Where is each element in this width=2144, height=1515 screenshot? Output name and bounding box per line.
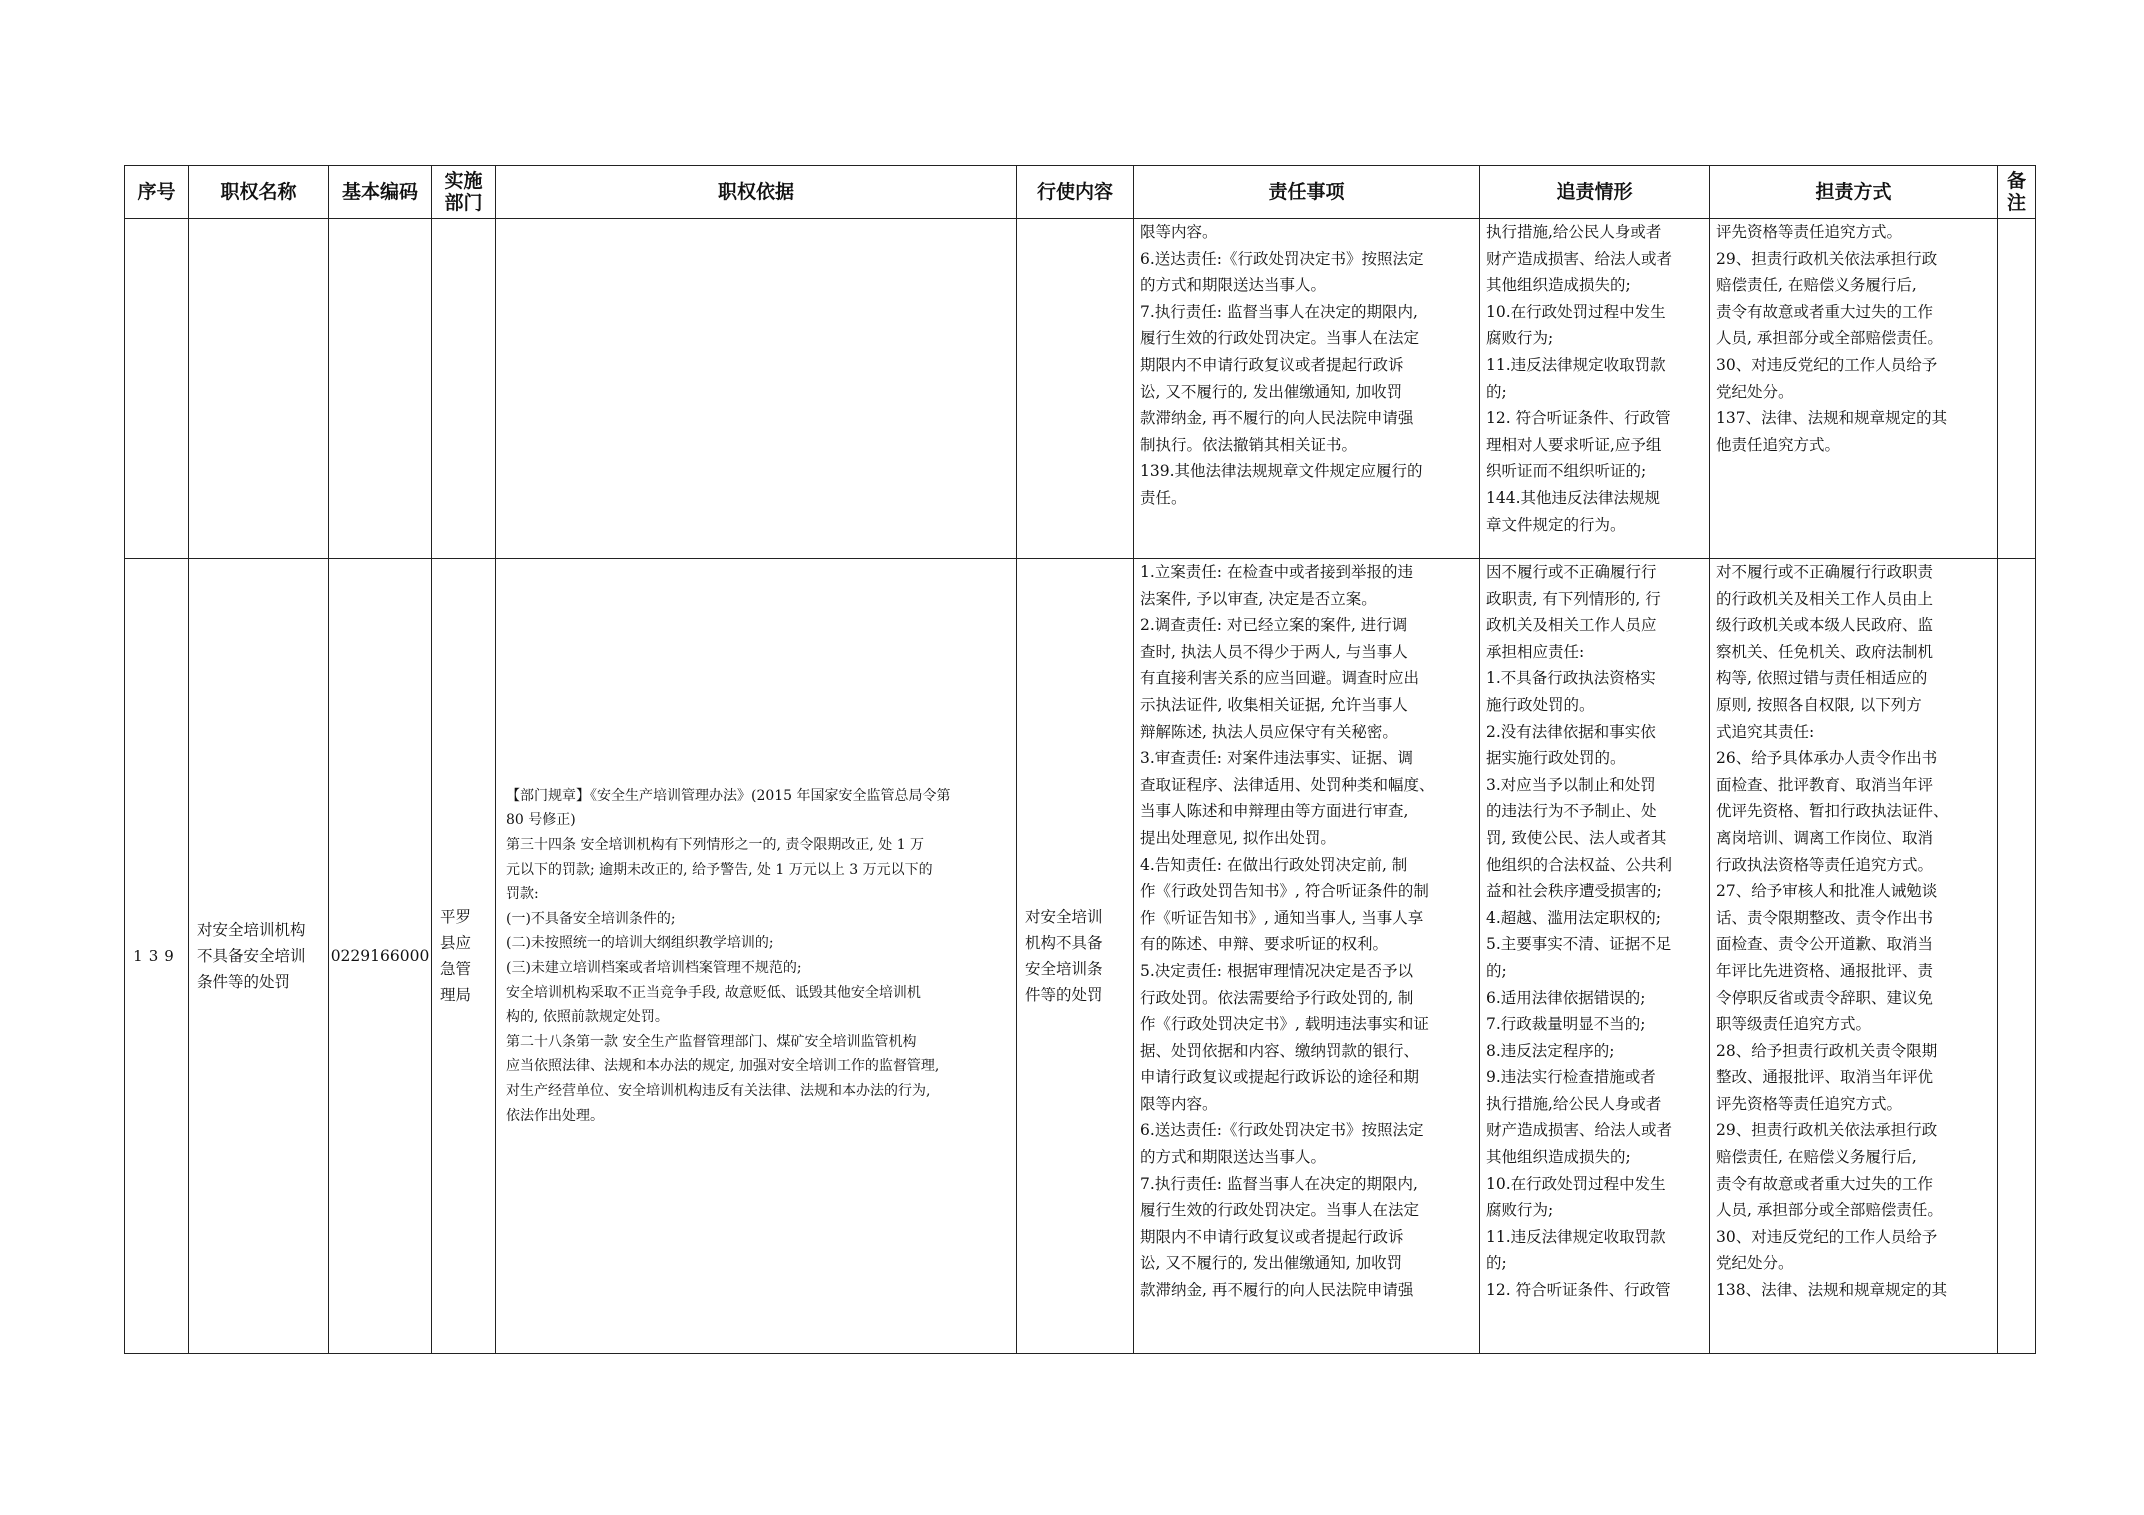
row2-method-line: 面检查、批评教育、取消当年评 [1716, 775, 1934, 794]
row2-method-line: 优评先资格、暂扣行政执法证件、 [1716, 802, 1949, 821]
row2-basis-line: 安全培训机构采取不正当竞争手段, 故意贬低、诋毁其他安全培训机 [506, 984, 921, 1001]
row2-duty-line: 申请行政复议或提起行政诉讼的途径和期 [1140, 1068, 1420, 1087]
row1-dept [432, 219, 496, 559]
row2-acc-line: 政职责, 有下列情形的, 行 [1486, 589, 1661, 608]
row2-duty-line: 1.立案责任: 在检查中或者接到举报的违 [1140, 563, 1413, 581]
row2-method-line: 级行政机关或本级人民政府、监 [1716, 616, 1934, 635]
row2-acc-line: 他组织的合法权益、公共利 [1486, 855, 1673, 874]
row2-note [1998, 559, 2036, 1354]
row1-duty-line: 履行生效的行政处罚决定。当事人在法定 [1140, 329, 1420, 348]
row2-method-line: 29、担责行政机关依法承担行政 [1716, 1121, 1938, 1140]
header-dept-line2: 部门 [444, 192, 483, 214]
row1-method-line: 30、对违反党纪的工作人员给予 [1716, 355, 1938, 374]
row2-method-line: 评先资格等责任追究方式。 [1716, 1094, 1903, 1113]
row1-method-line: 137、法律、法规和规章规定的其 [1716, 409, 1948, 428]
row2-basis-line: 第三十四条 安全培训机构有下列情形之一的, 责令限期改正, 处 1 万 [506, 837, 925, 854]
row2-name [189, 559, 329, 1354]
header-dept-line1: 实施 [444, 170, 483, 192]
row2-method-line: 察机关、任免机关、政府法制机 [1716, 642, 1934, 661]
row2-duty-line: 4.告知责任: 在做出行政处罚决定前, 制 [1140, 855, 1408, 874]
row2-duty-line: 2.调查责任: 对已经立案的案件, 进行调 [1140, 616, 1408, 635]
row2-accountability [1480, 559, 1710, 1354]
row2-acc-line: 9.违法实行检查措施或者 [1486, 1068, 1656, 1087]
row2-method-line: 话、责令限期整改、责令作出书 [1716, 908, 1934, 927]
row2-duty-line: 提出处理意见, 拟作出处罚。 [1140, 828, 1336, 847]
row2-acc-line: 8.违反法定程序的; [1486, 1041, 1615, 1060]
row2-method-line: 138、法律、法规和规章规定的其 [1716, 1281, 1948, 1300]
header-code: 基本编码 [329, 166, 432, 219]
row1-method-line: 29、担责行政机关依法承担行政 [1716, 249, 1938, 268]
row1-acc-line: 12. 符合听证条件、行政管 [1486, 409, 1671, 428]
row2-acc-line: 据实施行政处罚的。 [1486, 749, 1626, 768]
row2-method-line: 赔偿责任, 在赔偿义务履行后, [1716, 1148, 1917, 1167]
row2-acc-line: 腐败行为; [1486, 1201, 1554, 1220]
row1-acc-line: 其他组织造成损失的; [1486, 276, 1631, 295]
row2-method-line: 26、给予具体承办人责令作出书 [1716, 749, 1938, 768]
row1-duty-line: 责任。 [1140, 488, 1187, 507]
row2-code-text: 0229166000 [330, 947, 430, 965]
row1-duty-line: 期限内不申请行政复议或者提起行政诉 [1140, 355, 1404, 374]
row1-acc-line: 10.在行政处罚过程中发生 [1486, 302, 1666, 321]
row2-method-line: 离岗培训、调离工作岗位、取消 [1716, 828, 1934, 847]
row2-name-line: 条件等的处罚 [197, 973, 291, 991]
row1-method-line: 赔偿责任, 在赔偿义务履行后, [1716, 276, 1917, 295]
row2-acc-line: 12. 符合听证条件、行政管 [1486, 1281, 1671, 1300]
row1-duty-line: 139.其他法律法规规章文件规定应履行的 [1140, 462, 1423, 481]
row1-acc-line: 章文件规定的行为。 [1486, 515, 1626, 534]
row2-acc-line: 承担相应责任: [1486, 642, 1585, 661]
row2-acc-line: 政机关及相关工作人员应 [1486, 616, 1657, 635]
header-accountability: 追责情形 [1480, 166, 1710, 219]
row2-duty-line: 作《行政处罚告知书》, 符合听证条件的制 [1140, 882, 1429, 901]
row2-acc-line: 施行政处罚的。 [1486, 695, 1595, 714]
row2-method-line: 面检查、责令公开道歉、取消当 [1716, 935, 1934, 954]
row2-content-line: 安全培训条 [1025, 960, 1103, 978]
row1-acc-line: 的; [1486, 382, 1507, 401]
header-content: 行使内容 [1017, 166, 1134, 219]
row1-duty-line: 限等内容。 [1140, 223, 1218, 241]
row2-duty-line: 有直接利害关系的应当回避。调查时应出 [1140, 669, 1420, 688]
row1-duty [1134, 219, 1480, 559]
header-dept [432, 166, 496, 219]
row2-basis [496, 559, 1017, 1354]
row1-method-line: 党纪处分。 [1716, 382, 1794, 401]
row2-duty-line: 作《行政处罚决定书》, 载明违法事实和证 [1140, 1015, 1429, 1034]
row2-dept-line: 理局 [440, 986, 472, 1004]
row1-name [189, 219, 329, 559]
row2-method-line: 党纪处分。 [1716, 1254, 1794, 1273]
row2-method-line: 28、给予担责行政机关责令限期 [1716, 1041, 1938, 1060]
table-row [125, 559, 2036, 1354]
row2-acc-line: 3.对应当予以制止和处罚 [1486, 775, 1656, 794]
row2-method-line: 令停职反省或责令辞职、建议免 [1716, 988, 1934, 1007]
row2-acc-line: 1.不具备行政执法资格实 [1486, 669, 1656, 688]
row2-basis-line: (二)未按照统一的培训大纲组织教学培训的; [506, 935, 774, 952]
row1-note [1998, 219, 2036, 559]
row2-acc-line: 罚, 致使公民、法人或者其 [1486, 828, 1667, 847]
row2-method [1710, 559, 1998, 1354]
header-note-line2: 注 [2006, 192, 2026, 214]
row2-duty-line: 5.决定责任: 根据审理情况决定是否予以 [1140, 961, 1413, 980]
row2-duty-line: 查取证程序、法律适用、处罚种类和幅度、 [1140, 775, 1435, 794]
row2-basis-line: (三)未建立培训档案或者培训档案管理不规范的; [506, 960, 802, 976]
row1-duty-line: 的方式和期限送达当事人。 [1140, 276, 1327, 295]
header-note [1998, 166, 2036, 219]
row1-acc-line: 11.违反法律规定收取罚款 [1486, 355, 1666, 374]
row2-method-line: 责令有故意或者重大过失的工作 [1716, 1174, 1934, 1193]
row1-acc-line: 144.其他违反法律法规规 [1486, 488, 1661, 507]
row2-acc-line: 7.行政裁量明显不当的; [1486, 1015, 1646, 1034]
header-method: 担责方式 [1710, 166, 1998, 219]
row2-content-line: 件等的处罚 [1025, 986, 1103, 1004]
row2-duty-line: 据、处罚依据和内容、缴纳罚款的银行、 [1140, 1041, 1420, 1060]
row1-acc-line: 财产造成损害、给法人或者 [1486, 249, 1673, 268]
row2-duty-line: 6.送达责任:《行政处罚决定书》按照法定 [1140, 1121, 1424, 1140]
row2-acc-line: 益和社会秩序遭受损害的; [1486, 882, 1662, 901]
row2-seq [125, 559, 189, 1354]
row2-duty-line: 有的陈述、申辩、要求听证的权利。 [1140, 935, 1389, 954]
row2-content-line: 对安全培训 [1025, 908, 1103, 926]
row2-acc-line: 财产造成损害、给法人或者 [1486, 1121, 1673, 1140]
row2-method-line: 对不履行或不正确履行行政职责 [1716, 563, 1934, 581]
row2-duty-line: 期限内不申请行政复议或者提起行政诉 [1140, 1227, 1404, 1246]
row2-method-line: 式追究其责任: [1716, 722, 1815, 741]
row2-duty-line: 讼, 又不履行的, 发出催缴通知, 加收罚 [1140, 1254, 1403, 1273]
row2-dept [432, 559, 496, 1354]
row2-basis-line: (一)不具备安全培训条件的; [506, 910, 676, 927]
row2-code [329, 559, 432, 1354]
row1-acc-line: 织听证而不组织听证的; [1486, 462, 1647, 481]
row2-dept-line: 急管 [440, 960, 472, 978]
row2-method-line: 整改、通报批评、取消当年评优 [1716, 1068, 1934, 1087]
row2-name-line: 对安全培训机构 [197, 921, 306, 939]
row2-duty-line: 限等内容。 [1140, 1094, 1218, 1113]
row1-seq [125, 219, 189, 559]
header-row [125, 166, 2036, 219]
row2-duty-line: 7.执行责任: 监督当事人在决定的期限内, [1140, 1174, 1418, 1193]
row1-accountability [1480, 219, 1710, 559]
row2-content [1017, 559, 1134, 1354]
row2-duty-line: 辩解陈述, 执法人员应保守有关秘密。 [1140, 722, 1398, 741]
row2-method-line: 原则, 按照各自权限, 以下列方 [1716, 695, 1922, 714]
header-name: 职权名称 [189, 166, 329, 219]
row2-acc-line: 的; [1486, 961, 1507, 980]
row2-dept-line: 平罗 [440, 908, 472, 926]
row2-method-line: 职等级责任追究方式。 [1716, 1015, 1872, 1034]
row1-duty-line: 6.送达责任:《行政处罚决定书》按照法定 [1140, 249, 1424, 268]
row2-method-line: 27、给予审核人和批准人诫勉谈 [1716, 882, 1938, 901]
header-duty: 责任事项 [1134, 166, 1480, 219]
row1-basis [496, 219, 1017, 559]
row2-acc-line: 4.超越、滥用法定职权的; [1486, 908, 1662, 927]
table-row [125, 219, 2036, 559]
row2-duty-line: 法案件, 予以审查, 决定是否立案。 [1140, 589, 1377, 608]
row2-acc-line: 的违法行为不予制止、处 [1486, 802, 1657, 821]
row1-acc-line: 理相对人要求听证,应予组 [1486, 435, 1662, 454]
row2-duty-line: 的方式和期限送达当事人。 [1140, 1148, 1327, 1167]
row2-basis-line: 对生产经营单位、安全培训机构违反有关法律、法规和本办法的行为, [506, 1082, 931, 1099]
row2-basis-line: 元以下的罚款; 逾期未改正的, 给予警告, 处 1 万元以上 3 万元以下的 [506, 861, 933, 878]
row2-method-line: 人员, 承担部分或全部赔偿责任。 [1716, 1201, 1943, 1220]
row1-duty-line: 制执行。依法撤销其相关证书。 [1140, 435, 1358, 454]
row1-duty-line: 7.执行责任: 监督当事人在决定的期限内, [1140, 302, 1418, 321]
row1-method-line: 他责任追究方式。 [1716, 435, 1841, 454]
row1-method [1710, 219, 1998, 559]
row2-name-line: 不具备安全培训 [197, 947, 306, 965]
row1-content [1017, 219, 1134, 559]
power-list-table [124, 165, 2036, 1354]
row2-content-line: 机构不具备 [1025, 934, 1103, 952]
row2-basis-line: 80 号修正) [506, 812, 576, 829]
row2-duty-line: 查时, 执法人员不得少于两人, 与当事人 [1140, 642, 1408, 661]
row2-acc-line: 2.没有法律依据和事实依 [1486, 722, 1656, 741]
row2-dept-line: 县应 [440, 934, 472, 952]
row1-method-line: 人员, 承担部分或全部赔偿责任。 [1716, 329, 1943, 348]
row2-basis-line: 【部门规章】《安全生产培训管理办法》(2015 年国家安全监管总局令第 [506, 787, 951, 804]
row2-duty-line: 当事人陈述和申辩理由等方面进行审查, [1140, 802, 1409, 821]
row2-method-line: 的行政机关及相关工作人员由上 [1716, 589, 1934, 608]
row2-method-line: 行政执法资格等责任追究方式。 [1716, 855, 1934, 874]
row2-duty-line: 3.审查责任: 对案件违法事实、证据、调 [1140, 749, 1413, 768]
row2-basis-line: 应当依照法律、法规和本办法的规定, 加强对安全培训工作的监督管理, [506, 1058, 940, 1075]
header-seq: 序号 [125, 166, 189, 219]
row1-method-line: 责令有故意或者重大过失的工作 [1716, 302, 1934, 321]
row2-basis-line: 构的, 依照前款规定处罚。 [506, 1009, 669, 1026]
row2-duty-line: 作《听证告知书》, 通知当事人, 当事人享 [1140, 908, 1424, 927]
header-note-line1: 备 [2006, 170, 2026, 192]
row2-basis-line: 第二十八条第一款 安全生产监督管理部门、煤矿安全培训监管机构 [506, 1033, 917, 1050]
row2-acc-line: 5.主要事实不清、证据不足 [1486, 935, 1672, 954]
row2-duty-line: 示执法证件, 收集相关证据, 允许当事人 [1140, 695, 1408, 714]
header-basis: 职权依据 [496, 166, 1017, 219]
row1-acc-line: 腐败行为; [1486, 329, 1554, 348]
row2-acc-line: 6.适用法律依据错误的; [1486, 988, 1646, 1007]
row2-acc-line: 11.违反法律规定收取罚款 [1486, 1227, 1666, 1246]
row2-duty-line: 款滞纳金, 再不履行的向人民法院申请强 [1140, 1281, 1414, 1300]
row2-acc-line: 10.在行政处罚过程中发生 [1486, 1174, 1666, 1193]
row1-method-line: 评先资格等责任追究方式。 [1716, 223, 1903, 241]
row1-code [329, 219, 432, 559]
row2-acc-line: 执行措施,给公民人身或者 [1486, 1094, 1662, 1113]
row2-method-line: 30、对违反党纪的工作人员给予 [1716, 1227, 1938, 1246]
row2-method-line: 年评比先进资格、通报批评、责 [1716, 961, 1934, 980]
row2-seq-text: 139 [133, 947, 180, 965]
row2-duty [1134, 559, 1480, 1354]
row2-acc-line: 因不履行或不正确履行行 [1486, 563, 1657, 581]
row2-duty-line: 履行生效的行政处罚决定。当事人在法定 [1140, 1201, 1420, 1220]
row1-duty-line: 讼, 又不履行的, 发出催缴通知, 加收罚 [1140, 382, 1403, 401]
row2-basis-line: 依法作出处理。 [506, 1107, 604, 1124]
row1-duty-line: 款滞纳金, 再不履行的向人民法院申请强 [1140, 409, 1414, 428]
row2-acc-line: 的; [1486, 1254, 1507, 1273]
row2-method-line: 构等, 依照过错与责任相适应的 [1716, 669, 1928, 688]
row2-basis-line: 罚款: [506, 886, 539, 903]
row2-duty-line: 行政处罚。依法需要给予行政处罚的, 制 [1140, 988, 1414, 1007]
row2-acc-line: 其他组织造成损失的; [1486, 1148, 1631, 1167]
row1-acc-line: 执行措施,给公民人身或者 [1486, 223, 1662, 241]
